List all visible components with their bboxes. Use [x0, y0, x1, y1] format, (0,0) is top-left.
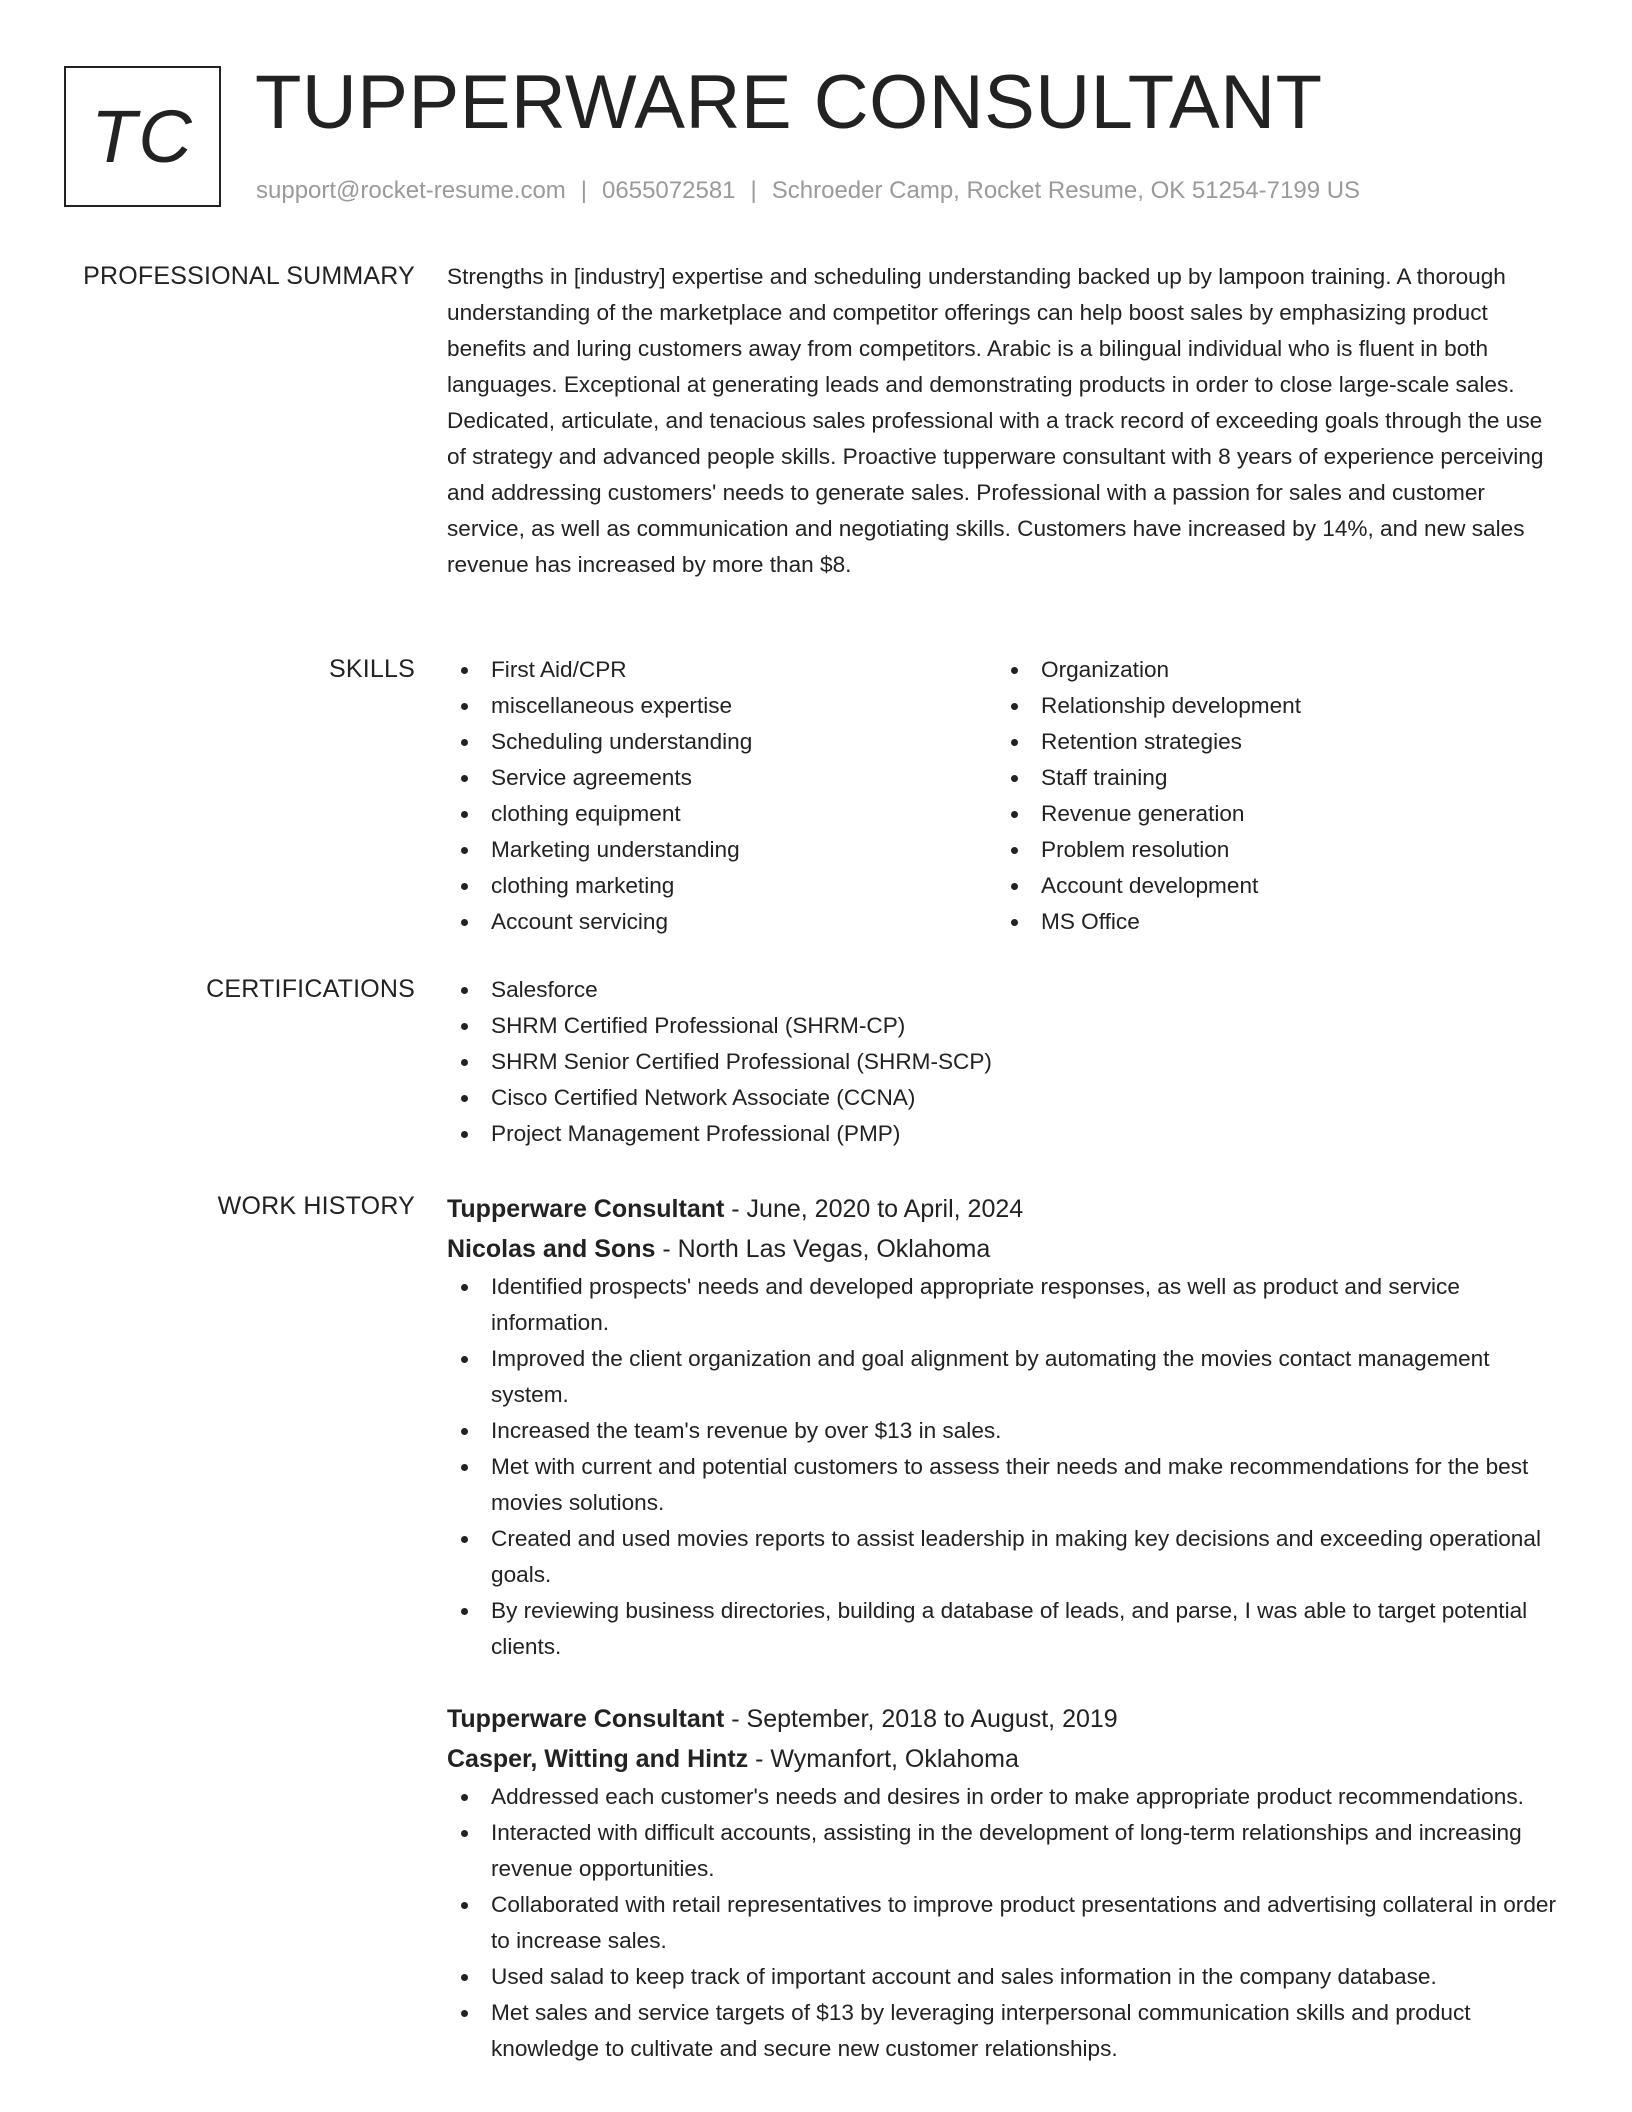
section-label-work-history: WORK HISTORY	[217, 1192, 415, 1220]
job-bullet: Met with current and potential customers to assess their needs and make recommendations for the best movies solutions.	[447, 1449, 1562, 1521]
skills-list-right	[997, 652, 1547, 940]
job-bullet: Collaborated with retail representatives to improve product presentations and advertising collateral in order to increase sales.	[447, 1887, 1562, 1959]
job-bullet: Met sales and service targets of $13 by leveraging interpersonal communication skills and product knowledge to cultivate and secure new customer relationships.	[447, 1995, 1562, 2067]
certifications-list	[447, 972, 1562, 1152]
skills-body	[447, 652, 1562, 940]
job-title-line	[447, 1699, 1562, 1739]
job-bullet: Used salad to keep track of important account and sales information in the company database.	[447, 1959, 1562, 1995]
skill-item: Relationship development	[997, 688, 1547, 724]
job-location: - Wymanfort, Oklahoma	[748, 1745, 1019, 1773]
section-label-skills: SKILLS	[329, 655, 415, 683]
page-title: TUPPERWARE CONSULTANT	[255, 60, 1323, 145]
contact-phone: 0655072581	[602, 177, 736, 204]
job-bullets	[447, 1779, 1562, 2067]
job-location: - North Las Vegas, Oklahoma	[655, 1235, 991, 1263]
skill-item: clothing equipment	[447, 796, 997, 832]
certifications-body	[447, 972, 1562, 1152]
monogram-logo: TC	[64, 66, 221, 207]
skill-item: Retention strategies	[997, 724, 1547, 760]
skill-item: clothing marketing	[447, 868, 997, 904]
contact-line	[256, 176, 1360, 206]
job-entry	[447, 1189, 1562, 1665]
job-bullet: Improved the client organization and goal alignment by automating the movies contact management system.	[447, 1341, 1562, 1413]
certification-item: SHRM Certified Professional (SHRM-CP)	[447, 1008, 1562, 1044]
skill-item: MS Office	[997, 904, 1547, 940]
skill-item: Account development	[997, 868, 1547, 904]
skill-item: Marketing understanding	[447, 832, 997, 868]
summary-text: Strengths in [industry] expertise and scheduling understanding backed up by lampoon training. A thorough understanding of the marketplace and competitor offerings can help boost sales by emphasizing product benefits and luring customers away from competitors. Arabic is a bilingual individual who is fluent in both languages. Exceptional at generating leads and demonstrating products in order to close large-scale sales. Dedicated, articulate, and tenacious sales professional with a track record of exceeding goals through the use of strategy and advanced people skills. Proactive tupperware consultant with 8 years of experience perceiving and addressing customers' needs to generate sales. Professional with a passion for sales and customer service, as well as communication and negotiating skills. Customers have increased by 14%, and new sales revenue has increased by more than $8.	[447, 264, 1544, 577]
contact-email: support@rocket-resume.com	[256, 177, 566, 204]
skill-item: miscellaneous expertise	[447, 688, 997, 724]
job-dates: - September, 2018 to August, 2019	[724, 1705, 1118, 1733]
skill-item: First Aid/CPR	[447, 652, 997, 688]
contact-separator: |	[580, 177, 588, 204]
job-company: Casper, Witting and Hintz	[447, 1745, 749, 1773]
certification-item: Salesforce	[447, 972, 1562, 1008]
skill-item: Account servicing	[447, 904, 997, 940]
job-bullet: Increased the team's revenue by over $13 in sales.	[447, 1413, 1562, 1449]
contact-separator: |	[750, 177, 757, 204]
job-bullet: Identified prospects' needs and developed appropriate responses, as well as product and service information.	[447, 1269, 1562, 1341]
certification-item: Project Management Professional (PMP)	[447, 1116, 1562, 1152]
section-label-certifications: CERTIFICATIONS	[206, 975, 415, 1003]
job-bullet: By reviewing business directories, building a database of leads, and parse, I was able to target potential clients.	[447, 1593, 1562, 1665]
skill-item: Staff training	[997, 760, 1547, 796]
certification-item: SHRM Senior Certified Professional (SHRM-SCP)	[447, 1044, 1562, 1080]
job-bullet: Interacted with difficult accounts, assisting in the development of long-term relationships and increasing revenue opportunities.	[447, 1815, 1562, 1887]
skill-item: Problem resolution	[997, 832, 1547, 868]
job-company-line	[447, 1229, 1562, 1269]
job-entry	[447, 1699, 1562, 2067]
job-bullets	[447, 1269, 1562, 1665]
skill-item: Scheduling understanding	[447, 724, 997, 760]
skill-item: Organization	[997, 652, 1547, 688]
certification-item: Cisco Certified Network Associate (CCNA)	[447, 1080, 1562, 1116]
job-title: Tupperware Consultant	[447, 1705, 725, 1733]
contact-address: Schroeder Camp, Rocket Resume, OK 51254-7199 US	[771, 177, 1361, 204]
skills-list-left	[447, 652, 997, 940]
job-company: Nicolas and Sons	[447, 1235, 656, 1263]
job-bullet: Created and used movies reports to assist leadership in making key decisions and exceeding operational goals.	[447, 1521, 1562, 1593]
job-dates: - June, 2020 to April, 2024	[724, 1195, 1024, 1223]
section-label-summary: PROFESSIONAL SUMMARY	[83, 262, 415, 290]
job-bullet: Addressed each customer's needs and desires in order to make appropriate product recommendations.	[447, 1779, 1562, 1815]
skill-item: Revenue generation	[997, 796, 1547, 832]
summary-body	[447, 259, 1562, 583]
job-title: Tupperware Consultant	[447, 1195, 725, 1223]
job-company-line	[447, 1739, 1562, 1779]
job-title-line	[447, 1189, 1562, 1229]
skill-item: Service agreements	[447, 760, 997, 796]
work-history-body	[447, 1189, 1562, 2067]
